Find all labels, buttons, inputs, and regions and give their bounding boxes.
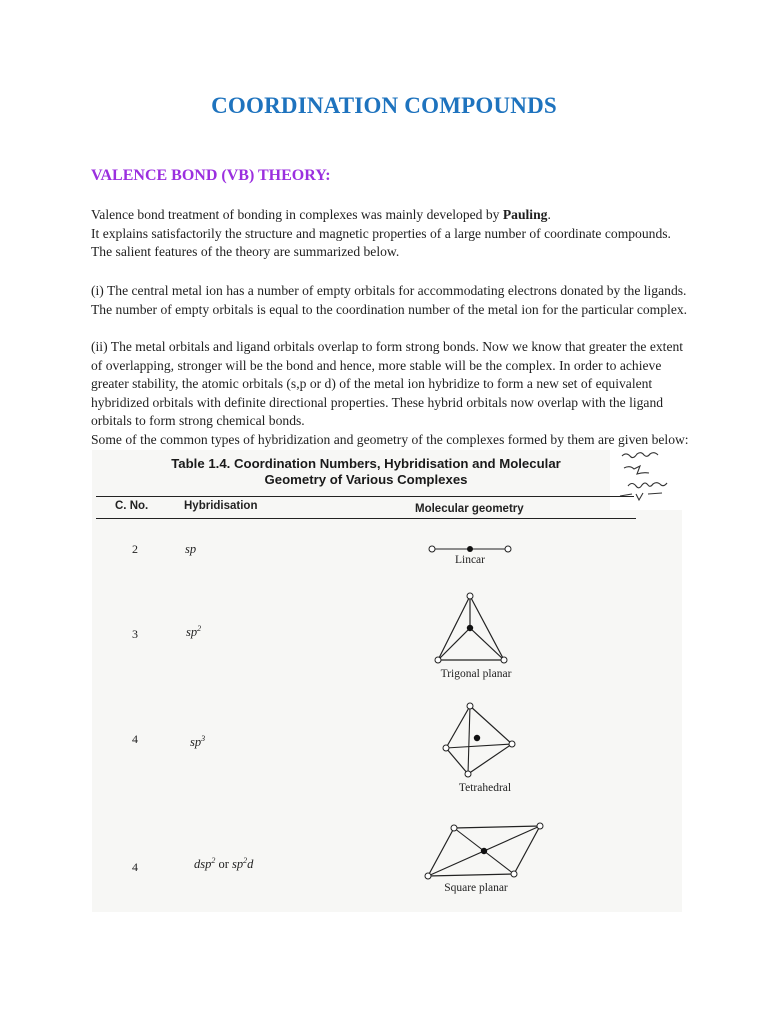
paragraph-line: of overlapping, stronger will be the bond and hence, more stable will be the complex. In order to achieve [91,357,662,373]
section-heading: VALENCE BOND (VB) THEORY: [91,167,331,184]
paragraph-line: The salient features of the theory are summarized below. [91,244,400,260]
paragraph-line: greater stability, the atomic orbitals (s,p or d) of the metal ion hybridize to form a new set of equivalent [91,376,653,392]
pauling-bold: Pauling [502,207,548,222]
geometry-label-trigonal-planar: Trigonal planar [440,668,512,680]
trigonal-planar-diagram [432,590,512,666]
paragraph-line: Some of the common types of hybridization and geometry of the complexes formed by them are given below: [91,431,689,447]
row-hybridisation: $sp^2$ [186,624,202,640]
tetrahedral-diagram [438,700,518,780]
document-title: COORDINATION COMPOUNDS [211,93,557,118]
paragraph-point-ii [91,338,711,450]
header-hybridisation: Hybridisation [184,500,258,512]
row-hybridisation: dsp$^2$ or $sp^2d$ [194,856,254,872]
paragraph-line: It explains satisfactorily the structure and magnetic properties of a large number of coordinate compounds. [91,225,671,241]
row-cno: 2 [132,542,138,556]
header-cno: C. No. [115,500,149,512]
row-cno: 4 [132,732,138,746]
paragraph-line: hybridized orbitals with definite directional properties. These hybrid orbitals now overlap with the ligand [91,394,664,410]
geometry-label-tetrahedral: Tetrahedral [458,782,512,794]
row-hybridisation: $sp^3$ [190,734,206,750]
row-cno: 3 [132,627,138,641]
paragraph-line: Valence bond treatment of bonding in complexes was mainly developed by Pauling. [91,207,551,222]
paragraph-line: The number of empty orbitals is equal to the coordination number of the metal ion for the particular complex. [91,301,688,317]
table-header-rule [96,518,636,519]
paragraph-line: (ii) The metal orbitals and ligand orbitals overlap to form strong bonds. Now we know that greater the extent [91,339,684,354]
row-cno: 4 [132,860,138,874]
paragraph-line: orbitals to form strong chemical bonds. [91,413,305,429]
handwritten-annotation [610,450,682,510]
paragraph-point-i [91,282,711,319]
scanned-table-image [92,450,682,912]
square-planar-diagram [424,822,544,882]
paragraph-intro [91,206,711,262]
geometry-label-linear: Lincar [454,554,485,566]
geometry-label-square-planar: Square planar [444,882,508,894]
table-top-rule [96,496,634,497]
table-title: Table 1.4. Coordination Numbers, Hybridisation and Molecular Geometry of Various Complexes [171,456,561,487]
paragraph-line: (i) The central metal ion has a number of empty orbitals for accommodating electrons donated by the ligands. [91,283,687,298]
header-geometry: Molecular geometry [415,503,524,515]
row-hybridisation: sp [185,542,197,556]
